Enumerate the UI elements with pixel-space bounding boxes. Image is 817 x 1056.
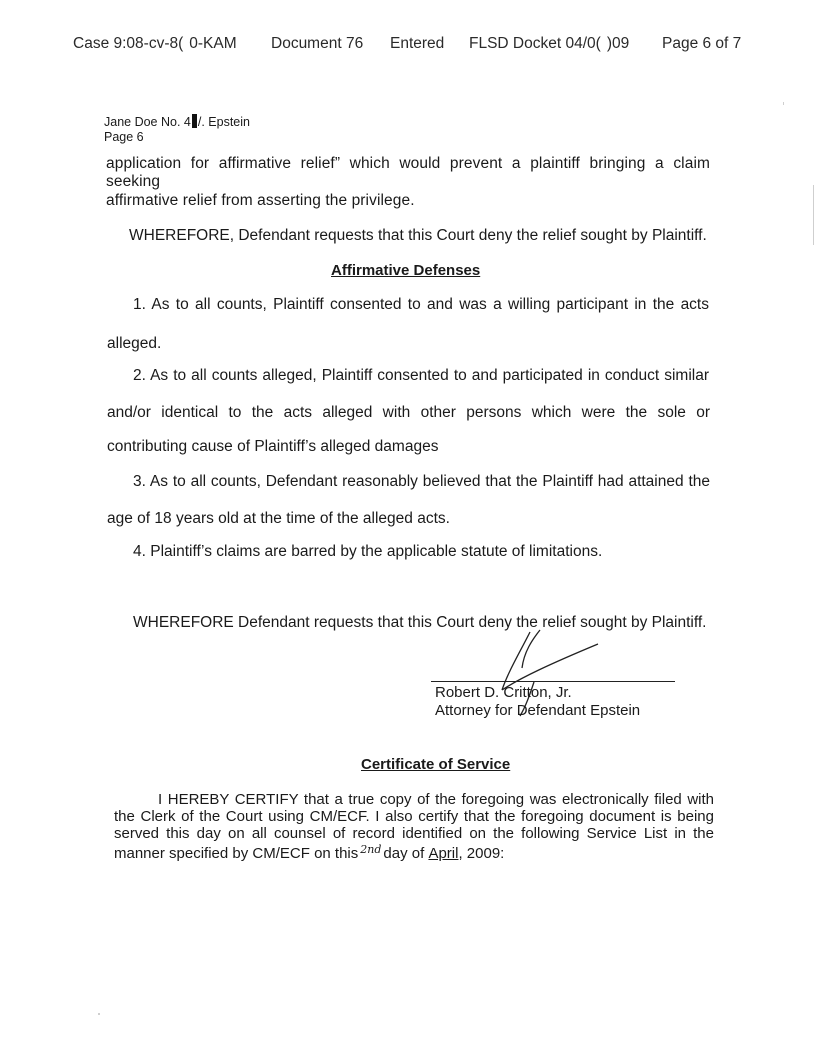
attorney-title: Attorney for Defendant Epstein [435, 702, 641, 719]
certificate-line: the Clerk of the Court using CM/ECF. I also certify that the foregoing document is being [114, 808, 714, 825]
case-caption: Jane Doe No. 4 /. Epstein [104, 115, 250, 129]
document-number: Document 76 [271, 35, 364, 52]
defense-item: 4. Plaintiff’s claims are barred by the applicable statute of limitations. [133, 543, 603, 560]
scan-artifact [813, 185, 814, 245]
wherefore-paragraph: WHEREFORE Defendant requests that this Court deny the relief sought by Plaintiff. [133, 614, 707, 631]
scan-artifact [98, 1013, 100, 1015]
attorney-name: Robert D. Critton, Jr. [435, 684, 572, 701]
defense-item: contributing cause of Plaintiff’s alleged damages [107, 438, 439, 455]
signature-line [431, 681, 675, 682]
wherefore-paragraph: WHEREFORE, Defendant requests that this Court deny the relief sought by Plaintiff. [129, 227, 707, 244]
caption-page: Page 6 [104, 130, 144, 144]
entered-label: Entered [390, 35, 445, 52]
affirmative-defenses-heading: Affirmative Defenses [331, 262, 481, 279]
defense-item: 3. As to all counts, Defendant reasonably believed that the Plaintiff had attained the [133, 473, 710, 490]
body-line: application for affirmative relief” which would prevent a plaintiff bringing a claim seeking [106, 155, 710, 190]
defense-item: 1. As to all counts, Plaintiff consented to and was a willing participant in the acts [133, 296, 709, 313]
defense-item: alleged. [107, 335, 162, 352]
defense-item: 2. As to all counts alleged, Plaintiff consented to and participated in conduct similar [133, 367, 709, 384]
page-indicator: Page 6 of 7 [662, 35, 742, 52]
certificate-line: manner specified by CM/ECF on this $^{2nd}$ day of April, 2009: [114, 843, 505, 862]
docket-date: FLSD Docket 04/0( )09 [469, 35, 630, 52]
defense-item: and/or identical to the acts alleged with other persons which were the sole or [107, 404, 710, 421]
certificate-heading: Certificate of Service [361, 756, 511, 773]
certificate-line: served this day on all counsel of record identified on the following Service List in the [114, 825, 714, 842]
certificate-line: I HEREBY CERTIFY that a true copy of the foregoing was electronically filed with [158, 791, 714, 808]
redaction-mark [192, 114, 197, 128]
scan-artifact [783, 102, 784, 105]
handwritten-day: 2nd [360, 843, 382, 856]
defense-item: age of 18 years old at the time of the alleged acts. [107, 510, 450, 527]
body-line: affirmative relief from asserting the privilege. [106, 192, 415, 209]
month-field: April [428, 845, 459, 862]
case-number: Case 9:08-cv-8( 0-KAM [73, 35, 237, 52]
